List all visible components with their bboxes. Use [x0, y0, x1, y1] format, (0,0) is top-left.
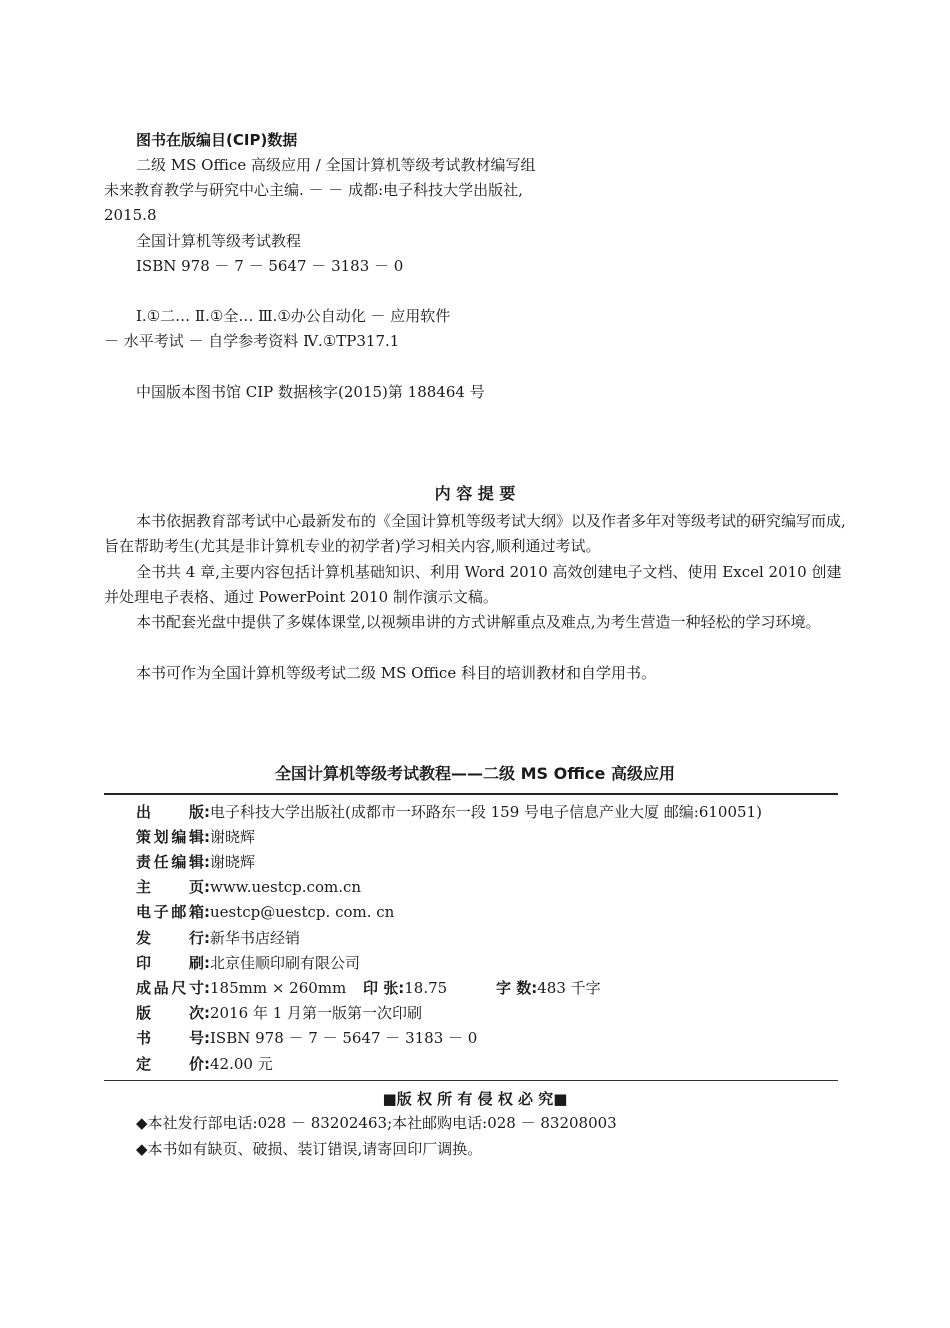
isbn-label: 书号 — [136, 1029, 204, 1047]
sheets-row: 印 张:18.75 — [363, 979, 448, 997]
edition-value: 2016 年 1 月第一版第一次印刷 — [210, 1004, 423, 1022]
cip-line-3: 2015.8 — [104, 206, 157, 224]
cip-line-2: 未来教育教学与研究中心主编. － － 成都:电子科技大学出版社, — [104, 181, 523, 199]
words-value: 483 千字 — [537, 979, 601, 997]
planning-editor-label: 策划编辑 — [136, 828, 204, 846]
cip-heading: 图书在版编目(CIP)数据 — [136, 131, 298, 149]
planning-editor-value: 谢晓辉 — [210, 828, 256, 846]
email-value: uestcp@uestcp. com. cn — [210, 903, 395, 921]
copyright-line-2: ◆本书如有缺页、破损、装订错误,请寄回印厂调换。 — [136, 1140, 483, 1158]
printing-value: 北京佳顺印刷有限公司 — [210, 954, 361, 972]
publisher-row: 出版:电子科技大学出版社(成都市一环路东一段 159 号电子信息产业大厦 邮编:610051) — [136, 803, 762, 821]
responsible-editor-row: 责任编辑:谢晓辉 — [136, 853, 256, 871]
printing-label: 印刷 — [136, 954, 204, 972]
responsible-editor-value: 谢晓辉 — [210, 853, 256, 871]
top-rule — [104, 793, 838, 795]
bottom-rule — [104, 1080, 838, 1081]
planning-editor-row: 策划编辑:谢晓辉 — [136, 828, 256, 846]
publisher-label: 出版 — [136, 803, 204, 821]
homepage-value: www.uestcp.com.cn — [210, 878, 362, 896]
distribution-value: 新华书店经销 — [210, 929, 301, 947]
summary-paragraph-1: 本书依据教育部考试中心最新发布的《全国计算机等级考试大纲》以及作者多年对等级考试的研究编写而成,旨在帮助考生(尤其是非计算机专业的初学者)学习相关内容,顺利通过考试。 — [104, 512, 846, 555]
words-row: 字 数:483 千字 — [496, 979, 601, 997]
sheets-value: 18.75 — [404, 979, 448, 997]
summary-paragraph-2: 全书共 4 章,主要内容包括计算机基础知识、利用 Word 2010 高效创建电子文档、使用 Excel 2010 创建并处理电子表格、通过 PowerPoint 2010 制作演示文稿。 — [104, 563, 842, 606]
responsible-editor-label: 责任编辑 — [136, 853, 204, 871]
book-title: 全国计算机等级考试教程——二级 MS Office 高级应用 — [275, 764, 675, 783]
printing-row: 印刷:北京佳顺印刷有限公司 — [136, 954, 361, 972]
words-label: 字 数 — [496, 979, 532, 997]
size-label: 成品尺寸 — [136, 979, 204, 997]
size-value: 185mm × 260mm — [210, 979, 347, 997]
sheets-label: 印 张 — [363, 979, 399, 997]
summary-paragraph-3: 本书配套光盘中提供了多媒体课堂,以视频串讲的方式讲解重点及难点,为考生营造一种轻松的学习环境。 — [136, 613, 821, 631]
copyright-notice: ■版 权 所 有 侵 权 必 究■ — [382, 1090, 568, 1108]
cip-line-6: Ⅰ.①二… Ⅱ.①全… Ⅲ.①办公自动化 － 应用软件 — [136, 307, 451, 325]
homepage-label: 主页 — [136, 878, 204, 896]
distribution-row: 发行:新华书店经销 — [136, 929, 301, 947]
homepage-row: 主页:www.uestcp.com.cn — [136, 878, 362, 896]
copyright-line-1: ◆本社发行部电话:028 － 83202463;本社邮购电话:028 － 83208003 — [136, 1114, 617, 1132]
price-row: 定价:42.00 元 — [136, 1055, 273, 1073]
cip-line-8: 中国版本图书馆 CIP 数据核字(2015)第 188464 号 — [136, 383, 485, 401]
email-row: 电子邮箱:uestcp@uestcp. com. cn — [136, 903, 395, 921]
price-label: 定价 — [136, 1055, 204, 1073]
summary-paragraph-4: 本书可作为全国计算机等级考试二级 MS Office 科目的培训教材和自学用书。 — [136, 664, 656, 682]
cip-line-5: ISBN 978 － 7 － 5647 － 3183 － 0 — [136, 257, 404, 275]
size-row: 成品尺寸:185mm × 260mm — [136, 979, 347, 997]
price-value: 42.00 元 — [210, 1055, 273, 1073]
distribution-label: 发行 — [136, 929, 204, 947]
edition-row: 版次:2016 年 1 月第一版第一次印刷 — [136, 1004, 423, 1022]
isbn-value: ISBN 978 － 7 － 5647 － 3183 － 0 — [210, 1029, 478, 1047]
cip-line-4: 全国计算机等级考试教程 — [136, 232, 302, 250]
summary-title: 内 容 提 要 — [434, 484, 516, 503]
publisher-value: 电子科技大学出版社(成都市一环路东一段 159 号电子信息产业大厦 邮编:610051) — [210, 803, 762, 821]
isbn-row: 书号:ISBN 978 － 7 － 5647 － 3183 － 0 — [136, 1029, 478, 1047]
edition-label: 版次 — [136, 1004, 204, 1022]
cip-line-1: 二级 MS Office 高级应用 / 全国计算机等级考试教材编写组 — [136, 156, 536, 174]
email-label: 电子邮箱 — [136, 903, 204, 921]
cip-line-7: － 水平考试 － 自学参考资料 Ⅳ.①TP317.1 — [104, 332, 400, 350]
